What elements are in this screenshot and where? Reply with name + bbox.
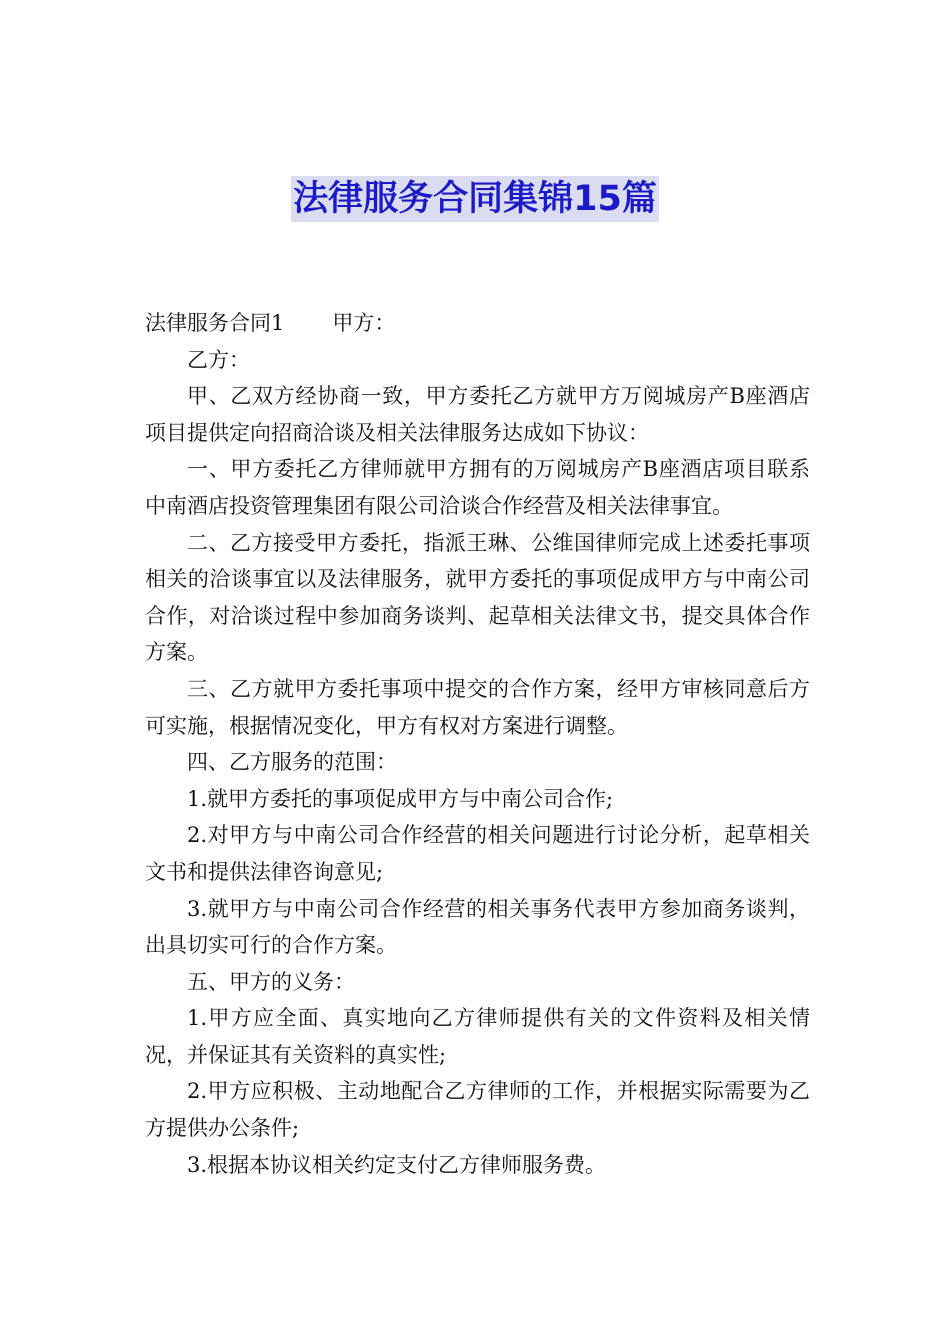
- paragraph: 1.甲方应全面、真实地向乙方律师提供有关的文件资料及相关情况，并保证其有关资料的真实性;: [145, 1006, 810, 1067]
- paragraph: 二、乙方接受甲方委托，指派王琳、公维国律师完成上述委托事项相关的洽谈事宜以及法律服务，就甲方委托的事项促成甲方与中南公司合作，对洽谈过程中参加商务谈判、起草相关法律文书，提交具体合作方案。: [145, 530, 810, 665]
- paragraph: 一、甲方委托乙方律师就甲方拥有的万阅城房产B座酒店项目联系中南酒店投资管理集团有限公司洽谈合作经营及相关法律事宜。: [145, 457, 810, 518]
- paragraph: 三、乙方就甲方委托事项中提交的合作方案，经甲方审核同意后方可实施，根据情况变化，甲方有权对方案进行调整。: [145, 676, 810, 738]
- paragraph: 1.就甲方委托的事项促成甲方与中南公司合作;: [187, 786, 614, 811]
- party-a-label: 甲方：: [332, 311, 396, 335]
- heading-line: [145, 305, 810, 342]
- paragraph: 3.根据本协议相关约定支付乙方律师服务费。: [187, 1152, 607, 1177]
- contract-heading: 法律服务合同1: [145, 311, 285, 335]
- paragraph: 3.就甲方与中南公司合作经营的相关事务代表甲方参加商务谈判，出具切实可行的合作方案。: [145, 896, 810, 958]
- document-body: [145, 305, 810, 1183]
- document-title: 法律服务合同集锦15篇: [291, 176, 659, 222]
- paragraph: 2.甲方应积极、主动地配合乙方律师的工作，并根据实际需要为乙方提供办公条件;: [145, 1079, 810, 1141]
- paragraph: 四、乙方服务的范围：: [187, 750, 397, 775]
- paragraph: 甲、乙双方经协商一致，甲方委托乙方就甲方万阅城房产B座酒店项目提供定向招商洽谈及相关法律服务达成如下协议：: [145, 384, 810, 445]
- title-container: [0, 176, 950, 222]
- paragraph: 乙方：: [187, 347, 250, 372]
- paragraph: 2.对甲方与中南公司合作经营的相关问题进行讨论分析，起草相关文书和提供法律咨询意见;: [145, 823, 810, 884]
- paragraph: 五、甲方的义务：: [187, 969, 355, 994]
